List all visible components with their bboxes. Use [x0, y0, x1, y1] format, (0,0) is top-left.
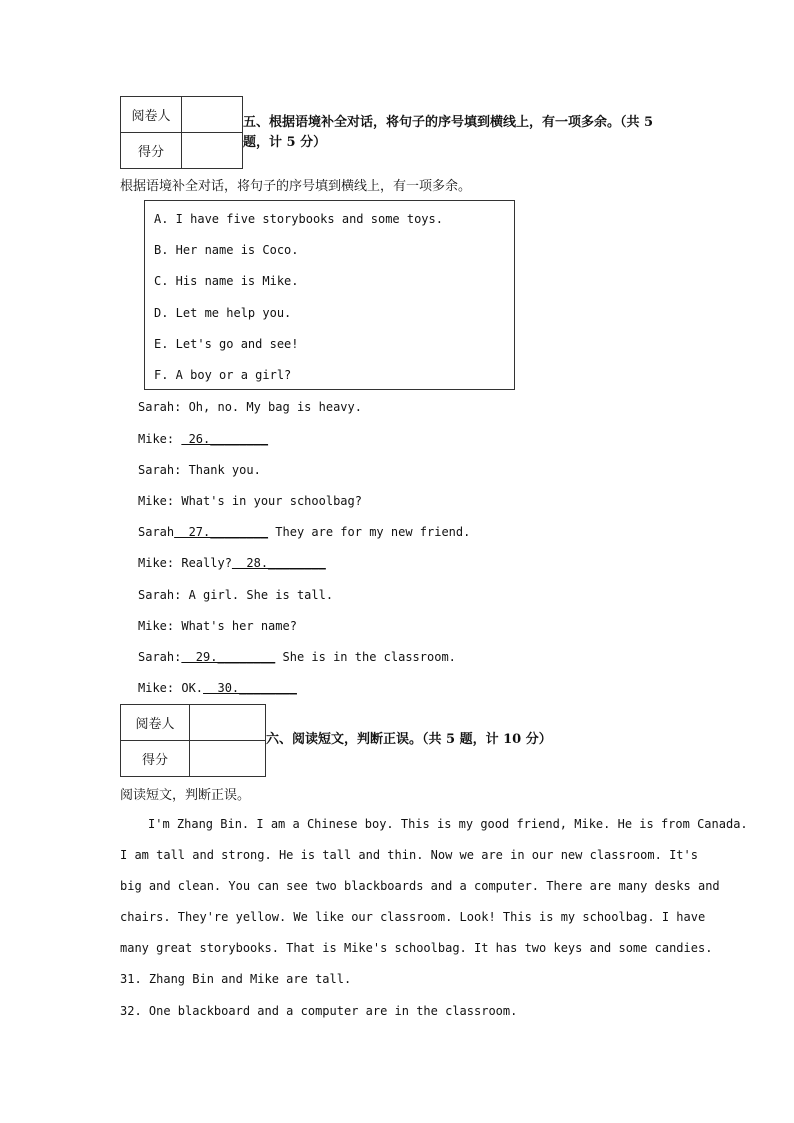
score-cell: [190, 741, 266, 777]
grader-cell: [190, 705, 266, 741]
passage-line: chairs. They're yellow. We like our classroom. Look! This is my schoolbag. I have: [120, 910, 706, 924]
option-e: E. Let's go and see!: [154, 337, 299, 351]
dialogue-line: Mike: What's her name?: [138, 619, 297, 633]
answer-blank-30[interactable]: 30.________: [203, 681, 297, 695]
option-d: D. Let me help you.: [154, 306, 292, 320]
score-cell: [182, 133, 243, 169]
section6-title: 六、阅读短文，判断正误。（共 5 题，计 10 分）: [266, 732, 552, 747]
dialogue-line: Mike: What's in your schoolbag?: [138, 494, 362, 508]
dialogue-line: Mike: Really? 28.________: [138, 556, 326, 570]
options-box: [144, 200, 515, 390]
dialogue-line: Sarah: Thank you.: [138, 463, 261, 477]
dialogue-line: Mike: OK. 30.________: [138, 681, 297, 695]
answer-blank-29[interactable]: 29.________: [181, 650, 276, 664]
section5-instruction: 根据语境补全对话，将句子的序号填到横线上，有一项多余。: [120, 179, 472, 194]
grader-label: 阅卷人: [121, 97, 182, 133]
score-label: 得分: [121, 741, 190, 777]
answer-blank-27[interactable]: 27.________: [174, 525, 269, 539]
passage-line: big and clean. You can see two blackboards and a computer. There are many desks and: [120, 879, 720, 893]
answer-blank-26[interactable]: 26.________: [181, 432, 269, 446]
option-b: B. Her name is Coco.: [154, 243, 299, 257]
dialogue-line: Sarah 27.________ They are for my new friend.: [138, 525, 471, 539]
question-31: 31. Zhang Bin and Mike are tall.: [120, 972, 352, 986]
dialogue-line: Sarah: 29.________ She is in the classroom.: [138, 650, 456, 664]
option-c: C. His name is Mike.: [154, 274, 299, 288]
section5-score-table: [120, 96, 243, 169]
dialogue-line: Sarah: Oh, no. My bag is heavy.: [138, 400, 362, 414]
section6-score-table: [120, 704, 266, 777]
passage-line: many great storybooks. That is Mike's schoolbag. It has two keys and some candies.: [120, 941, 713, 955]
dialogue-line: Mike: 26.________: [138, 432, 269, 446]
section5-title-line1: 五、根据语境补全对话，将句子的序号填到横线上，有一项多余。（共 5: [243, 115, 654, 130]
passage-line: I'm Zhang Bin. I am a Chinese boy. This is my good friend, Mike. He is from Canada.: [148, 817, 748, 831]
grader-label: 阅卷人: [121, 705, 190, 741]
passage-line: I am tall and strong. He is tall and thin. Now we are in our new classroom. It's: [120, 848, 698, 862]
score-label: 得分: [121, 133, 182, 169]
option-f: F. A boy or a girl?: [154, 368, 292, 382]
option-a: A. I have five storybooks and some toys.: [154, 212, 443, 226]
grader-cell: [182, 97, 243, 133]
question-32: 32. One blackboard and a computer are in the classroom.: [120, 1004, 518, 1018]
answer-blank-28[interactable]: 28.________: [231, 556, 326, 570]
dialogue-line: Sarah: A girl. She is tall.: [138, 588, 334, 602]
section5-title-line2: 题，计 5 分）: [243, 135, 327, 150]
section6-instruction: 阅读短文，判断正误。: [120, 788, 251, 803]
